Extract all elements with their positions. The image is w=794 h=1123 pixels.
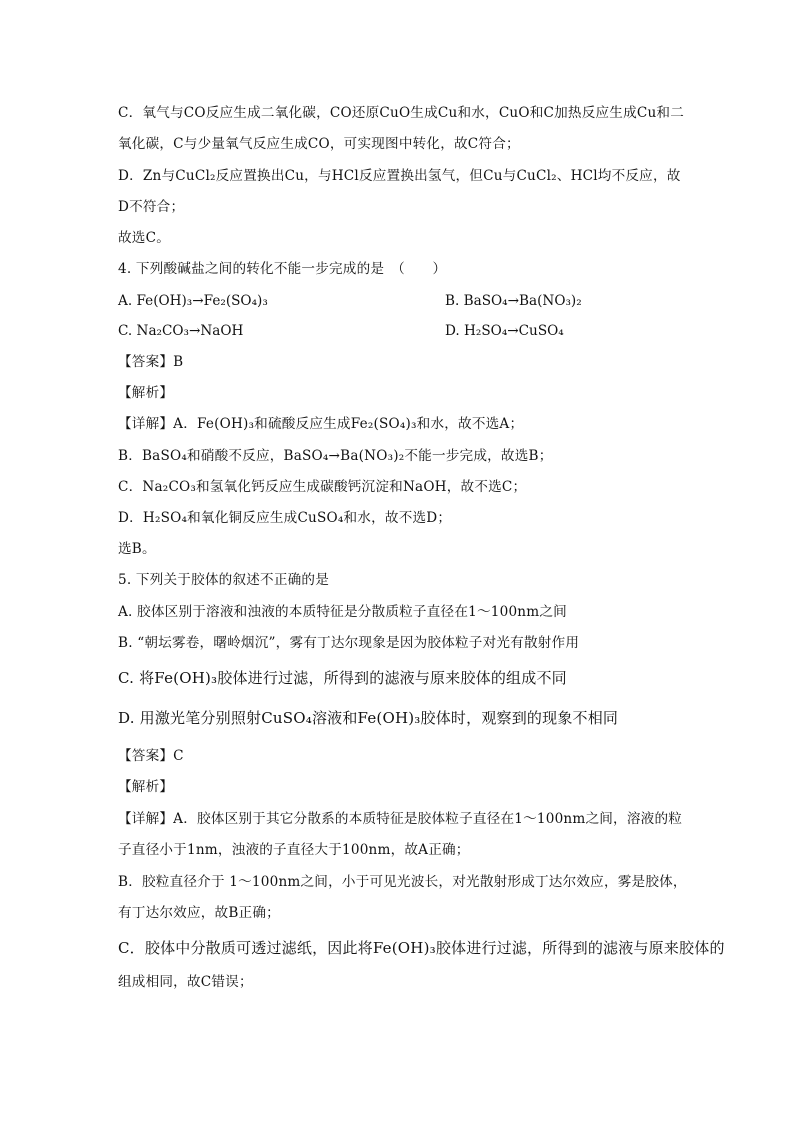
text-line: 故选C。 [118,230,170,246]
text-line: 有丁达尔效应，故B正确； [118,905,280,921]
q5-option-a: A. 胶体区别于溶液和浊液的本质特征是分散质粒子直径在1～100nm之间 [118,604,567,620]
text-line: 选B。 [118,541,156,557]
text-line: C．Na₂CO₃和氢氧化钙反应生成碳酸钙沉淀和NaOH，故不选C； [118,479,527,495]
q5-option-c: C. 将Fe(OH)₃胶体进行过滤，所得到的滤液与原来胶体的组成不同 [118,669,567,687]
text-line: D．Zn与CuCl₂反应置换出Cu，与HCl反应置换出氢气，但Cu与CuCl₂、HCl均不反应，故 [118,168,681,184]
analysis-label: 【解析】 [118,385,174,401]
text-line: B．BaSO₄和硝酸不反应，BaSO₄→Ba(NO₃)₂不能一步完成，故选B； [118,448,553,464]
q5-option-d: D. 用激光笔分别照射CuSO₄溶液和Fe(OH)₃胶体时，观察到的现象不相同 [118,709,619,727]
text-line: 【详解】A．Fe(OH)₃和硫酸反应生成Fe₂(SO₄)₃和水，故不选A； [118,416,524,432]
text-line: D．H₂SO₄和氧化铜反应生成CuSO₄和水，故不选D； [118,510,452,526]
question-4-stem: 4. 下列酸碱盐之间的转化不能一步完成的是 （ ） [118,261,447,277]
answer-label: 【答案】B [118,354,184,370]
question-5-stem: 5. 下列关于胶体的叙述不正确的是 [118,572,330,588]
text-line: D不符合； [118,199,185,215]
choice-c: C. Na₂CO₃→NaOH [118,323,244,339]
choice-d: D. H₂SO₄→CuSO₄ [445,323,564,339]
text-line: 组成相同，故C错误； [118,974,253,990]
text-line: C．氧气与CO反应生成二氧化碳，CO还原CuO生成Cu和水，CuO和C加热反应生成Cu和二 [118,105,685,121]
analysis-label: 【解析】 [118,779,174,795]
answer-label: 【答案】C [118,748,184,764]
text-line: 子直径小于1nm，浊液的子直径大于100nm，故A正确； [118,842,470,858]
text-line: 氧化碳，C与少量氧气反应生成CO，可实现图中转化，故C符合； [118,136,520,152]
text-line: B．胶粒直径介于 1～100nm之间，小于可见光波长，对光散射形成丁达尔效应，雾是胶体， [118,874,687,890]
text-line: 【详解】A．胶体区别于其它分散系的本质特征是胶体粒子直径在1～100nm之间，溶液的粒 [118,811,683,827]
q5-option-b: B. “朝坛雾卷，曙岭烟沉”，雾有丁达尔现象是因为胶体粒子对光有散射作用 [118,635,580,651]
choice-b: B. BaSO₄→Ba(NO₃)₂ [445,293,582,309]
text-line: C．胶体中分散质可透过滤纸，因此将Fe(OH)₃胶体进行过滤，所得到的滤液与原来胶体的 [118,939,725,957]
choice-a: A. Fe(OH)₃→Fe₂(SO₄)₃ [118,293,268,309]
